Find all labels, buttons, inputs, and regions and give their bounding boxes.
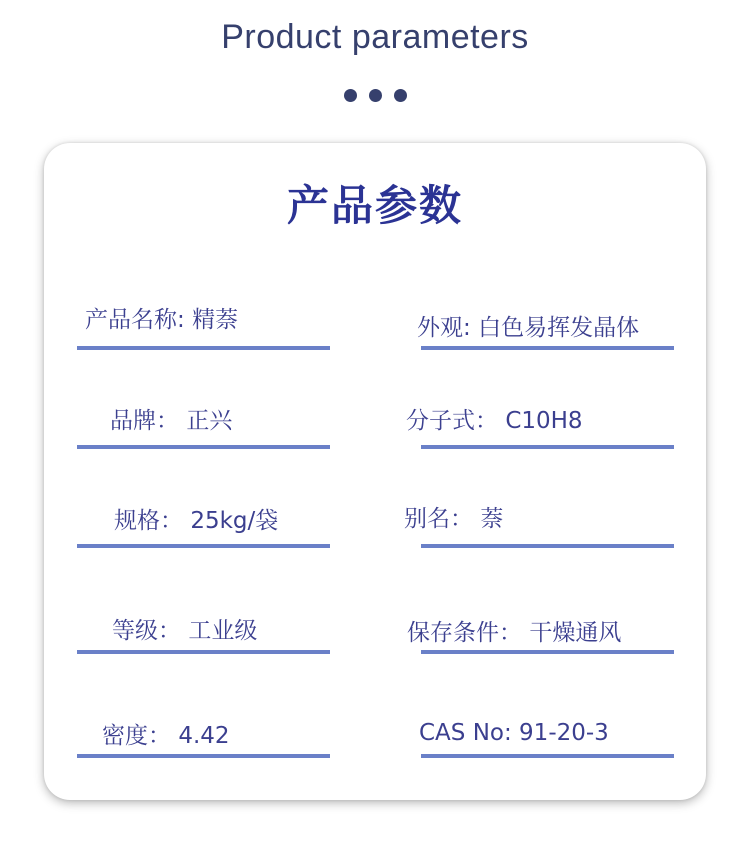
field-brand — [77, 389, 330, 449]
field-underline — [77, 754, 330, 758]
field-appearance — [417, 290, 674, 350]
field-value: 白色易挥发晶体 — [478, 315, 640, 341]
field-value: 萘 — [480, 506, 504, 532]
field-label: 产品名称: — [85, 307, 185, 333]
field-density — [77, 698, 330, 758]
field-alias — [404, 488, 674, 548]
field-label: 保存条件： — [407, 620, 522, 646]
field-label: 外观: — [417, 315, 471, 341]
dot-icon — [344, 89, 357, 102]
field-product-name — [77, 290, 330, 350]
field-underline — [77, 650, 330, 654]
field-value: 4.42 — [178, 723, 230, 749]
field-underline — [421, 650, 674, 654]
field-value: 91-20-3 — [519, 720, 609, 746]
field-value: 工业级 — [188, 618, 258, 644]
page-title: Product parameters — [221, 18, 529, 56]
field-value: C10H8 — [505, 408, 583, 434]
field-label: 密度： — [102, 723, 171, 749]
field-underline — [421, 544, 674, 548]
field-underline — [421, 754, 674, 758]
decorative-dots — [0, 89, 750, 102]
field-cas — [421, 698, 674, 758]
field-label: 规格： — [114, 508, 183, 534]
field-grade — [77, 594, 330, 654]
parameters-card — [44, 143, 706, 800]
field-underline — [77, 445, 330, 449]
field-value: 干燥通风 — [529, 620, 622, 646]
field-label: 分子式： — [406, 408, 498, 434]
field-label: 品牌： — [110, 408, 179, 434]
dot-icon — [394, 89, 407, 102]
field-formula — [406, 389, 674, 449]
field-underline — [421, 445, 674, 449]
field-underline — [77, 544, 330, 548]
field-label: CAS No: — [419, 720, 512, 746]
field-underline — [421, 346, 674, 350]
field-value: 正兴 — [186, 408, 233, 434]
field-label: 别名： — [404, 506, 473, 532]
field-spec — [77, 488, 330, 548]
card-title: 产品参数 — [286, 181, 463, 230]
dot-icon — [369, 89, 382, 102]
field-value: 精萘 — [192, 307, 239, 333]
field-storage — [407, 594, 674, 654]
field-value: 25kg/袋 — [190, 508, 279, 534]
field-underline — [77, 346, 330, 350]
field-label: 等级： — [112, 618, 181, 644]
